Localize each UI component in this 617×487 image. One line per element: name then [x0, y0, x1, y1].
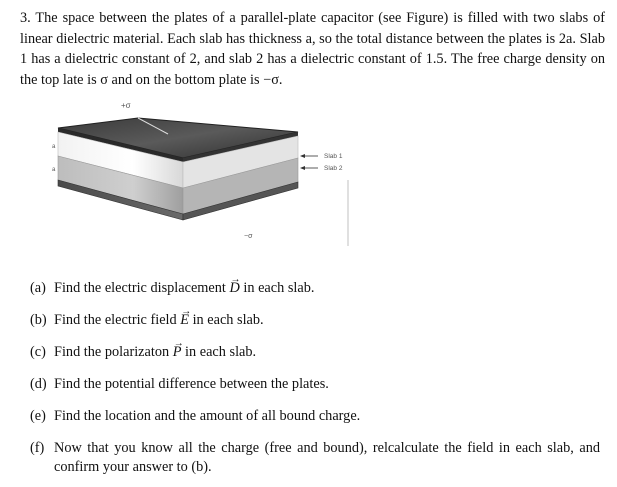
top-charge-label: +σ — [121, 101, 131, 110]
problem-number: 3. — [20, 10, 31, 26]
bottom-charge-label: −σ — [244, 233, 253, 240]
problem-text: The space between the plates of a parallel-plate capacitor (see Figure) is filled with two slabs of linear dielectric material. Each slab has thickness a, so the total distance between the plates is 2a. Slab 1 has a dielectric constant of 2, and slab 2 has a dielectric constant of 1.5. The free charge density on the top late is σ and on the bottom plate is −σ. — [20, 10, 605, 88]
part-b: (b) Find the electric field → E in each slab. — [30, 311, 264, 330]
problem-statement — [20, 8, 605, 90]
part-f: (f) Now that you know all the charge (free and bound), relcalculate the field in each slab, and confirm your answer to (b). — [30, 440, 600, 475]
thickness-label-1: a — [52, 144, 56, 150]
part-a: (a) Find the electric displacement → D in each slab. — [30, 279, 314, 298]
vector-e: → E — [180, 311, 189, 330]
slab-1-label: Slab 1 — [324, 153, 343, 160]
vector-d: → D — [229, 279, 239, 298]
vector-p: → P — [173, 343, 182, 362]
thickness-label-2: a — [52, 167, 56, 173]
part-e: (e) Find the location and the amount of all bound charge. — [30, 408, 361, 424]
part-d: (d) Find the potential difference between the plates. — [30, 376, 329, 392]
capacitor-figure — [38, 96, 358, 256]
part-c: (c) Find the polarizaton → P in each slab. — [30, 343, 256, 362]
slab-2-label: Slab 2 — [324, 165, 343, 172]
